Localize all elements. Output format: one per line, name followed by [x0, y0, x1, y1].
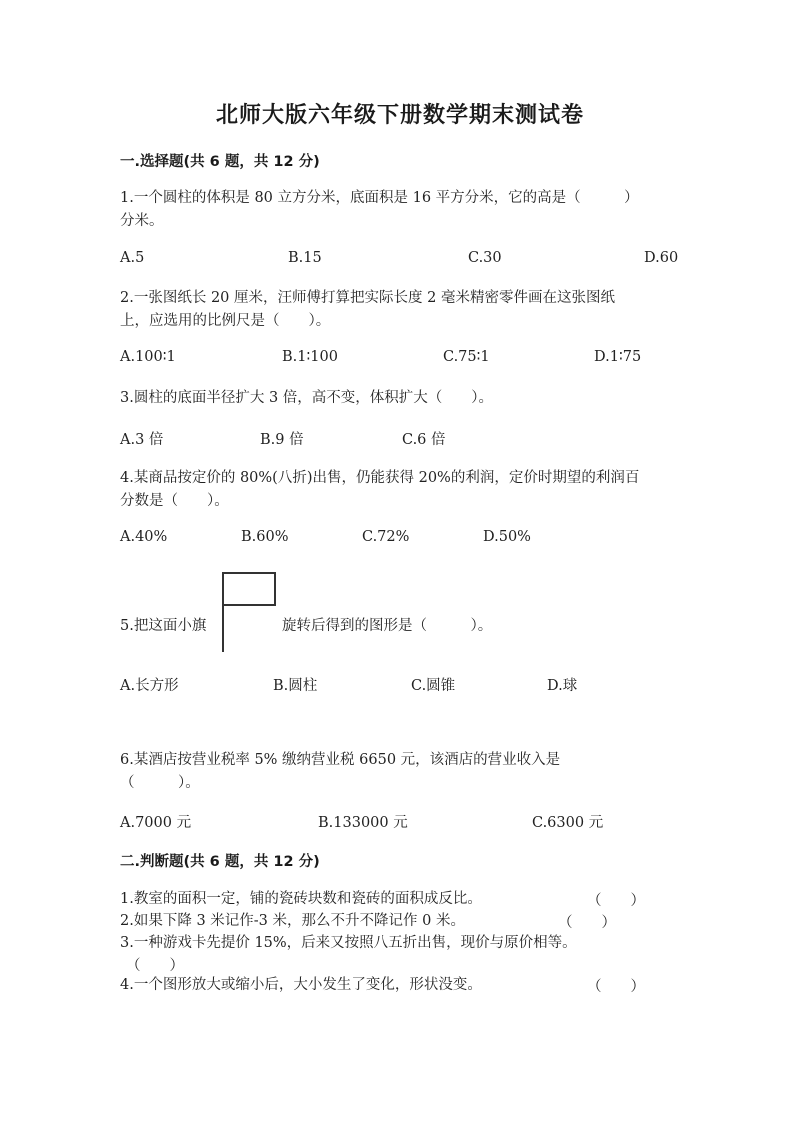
option-b[interactable]: B.9 倍	[260, 432, 304, 448]
flag-figure	[222, 572, 282, 654]
option-d[interactable]: D.1∶75	[594, 349, 642, 365]
question-text: 1.一个圆柱的体积是 80 立方分米，底面积是 16 平方分米，它的高是（ ）	[120, 190, 639, 206]
answer-paren[interactable]: （ ）	[558, 915, 616, 931]
option-c[interactable]: C.6 倍	[402, 432, 446, 448]
question-6	[120, 749, 685, 795]
option-d[interactable]: D.60	[644, 250, 679, 266]
option-c[interactable]: C.圆锥	[411, 678, 456, 694]
option-c[interactable]: C.72%	[362, 529, 410, 545]
answer-paren[interactable]: （ ）	[587, 893, 645, 909]
page-title: 北师大版六年级下册数学期末测试卷	[215, 103, 584, 128]
answer-paren[interactable]: （ ）	[587, 979, 645, 995]
option-b[interactable]: B.15	[288, 250, 322, 266]
question-1	[120, 187, 685, 233]
option-a[interactable]: A.40%	[120, 529, 168, 545]
question-5-text-b: 旋转后得到的图形是（ ）。	[282, 618, 493, 634]
question-text-cont: 分米。	[120, 213, 164, 229]
question-text-cont: 上，应选用的比例尺是（ ）。	[120, 313, 331, 329]
question-text: 6.某酒店按营业税率 5% 缴纳营业税 6650 元，该酒店的营业收入是	[120, 752, 561, 768]
judge-item-2: 2.如果下降 3 米记作-3 米，那么不升不降记作 0 米。	[120, 913, 465, 929]
question-5-text-a: 5.把这面小旗	[120, 618, 207, 634]
question-2	[120, 287, 685, 333]
option-d[interactable]: D.球	[547, 678, 578, 694]
question-text: 4.某商品按定价的 80%(八折)出售，仍能获得 20%的利润，定价时期望的利润百	[120, 470, 640, 486]
question-text: 3.圆柱的底面半径扩大 3 倍，高不变，体积扩大（ ）。	[120, 390, 494, 406]
option-a[interactable]: A.100∶1	[120, 349, 176, 365]
option-a[interactable]: A.7000 元	[120, 815, 192, 831]
section-heading-judge: 二.判断题(共 6 题，共 12 分)	[120, 854, 320, 870]
judge-item-4: 4.一个图形放大或缩小后，大小发生了变化，形状没变。	[120, 977, 482, 993]
option-a[interactable]: A.5	[120, 250, 145, 266]
option-c[interactable]: C.6300 元	[532, 815, 604, 831]
question-3	[120, 387, 685, 410]
option-b[interactable]: B.60%	[241, 529, 289, 545]
option-b[interactable]: B.1∶100	[282, 349, 338, 365]
option-c[interactable]: C.75∶1	[443, 349, 490, 365]
question-text-cont: 分数是（ ）。	[120, 493, 229, 509]
question-text: 2.一张图纸长 20 厘米，汪师傅打算把实际长度 2 毫米精密零件画在这张图纸	[120, 290, 615, 306]
option-b[interactable]: B.133000 元	[318, 815, 408, 831]
option-d[interactable]: D.50%	[483, 529, 531, 545]
flag-cloth	[222, 572, 276, 606]
question-text-cont: （ ）。	[120, 775, 200, 791]
option-b[interactable]: B.圆柱	[273, 678, 318, 694]
option-c[interactable]: C.30	[468, 250, 502, 266]
option-a[interactable]: A.长方形	[120, 678, 179, 694]
answer-paren[interactable]: （ ）	[126, 958, 184, 974]
section-heading-choice: 一.选择题(共 6 题，共 12 分)	[120, 154, 320, 170]
question-4	[120, 467, 685, 513]
judge-item-3: 3.一种游戏卡先提价 15%，后来又按照八五折出售，现价与原价相等。	[120, 935, 577, 951]
judge-item-1: 1.教室的面积一定，铺的瓷砖块数和瓷砖的面积成反比。	[120, 891, 482, 907]
option-a[interactable]: A.3 倍	[120, 432, 164, 448]
